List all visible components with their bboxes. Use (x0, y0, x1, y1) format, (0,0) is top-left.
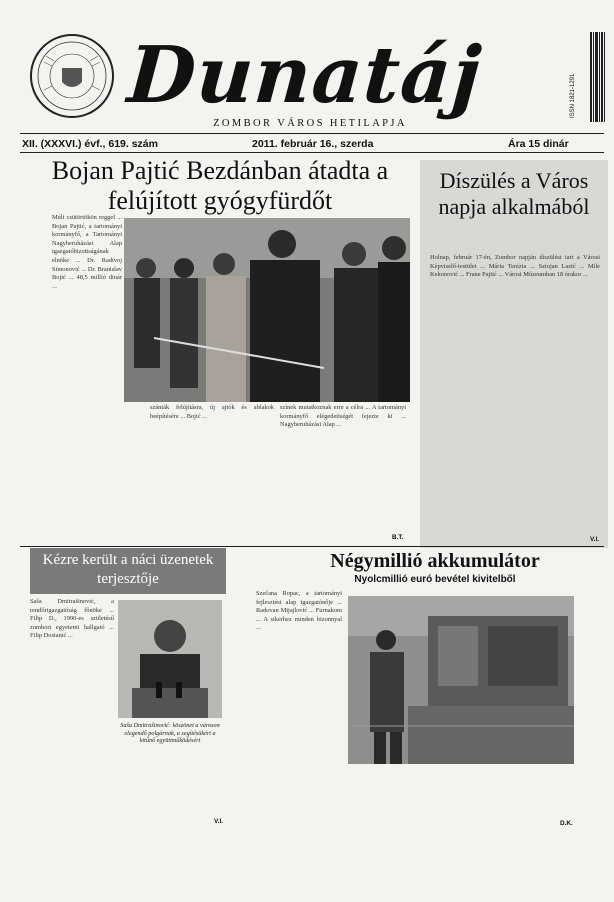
issue-date: 2011. február 16., szerda (252, 138, 374, 150)
bottom-left-headline: Kézre került a náci üzenetek terjesztője (42, 552, 214, 587)
sidebar-signature: V.I. (590, 536, 600, 543)
masthead-subtitle: ZOMBOR VÁROS HETILAPJA (213, 118, 407, 129)
bottom-right-headline: Négymillió akkumulátor (330, 550, 540, 572)
main-article-signature: B.T. (392, 534, 404, 541)
sidebar-headline: Díszülés a Város napja alkalmából (438, 168, 590, 219)
factory-photo (348, 596, 574, 764)
issue-number: XII. (XXXVI.) évf., 619. szám (22, 138, 158, 150)
issn-label: ISSN 1821-1291 (570, 73, 576, 118)
bottom-left-caption: Saša Dmitrašinović: köszönet a városon elegendő polgárnak, a segítésükért a kitűnő együttműködésért (120, 722, 220, 745)
masthead-title: Dunatáj (124, 30, 485, 121)
masthead-rule (20, 133, 604, 134)
main-article-col1: Múlt csütörtökön reggel ... Bojan Pajtić, a tartományi kormányfő, a Tartományi Nagyberuházási Alap igazgatóbizottságának elnöke ... Dr. Radivoj Simonović ... Dr. Branislav Bojić ... 48,5 millió dinár ... (52, 214, 122, 290)
bottom-left-body: Saša Dmitrašinović, a rendőrigazgatóság főnöke ... Filip D., 1990-es születésű zombori egyetemi hallgató ... Filip Dostanić ... (30, 598, 114, 640)
barcode-icon (566, 30, 606, 124)
city-seal-icon (30, 34, 114, 118)
sidebar-body: Holnap, február 17-én, Zombor napján díszülést tart a Városi Képviselő-testület ... Mária Terézia ... Sztojan Lazić ... Mile Kekonović ... Frane Pajtić ... Városi Múzeumban 18 órakor ... (430, 254, 600, 279)
main-article-photo (124, 218, 410, 402)
bottom-left-signature: V.I. (214, 818, 224, 825)
header-rule (20, 152, 604, 153)
main-article-col2: szánták felújításra, új ajtók és ablakok beépítésére ... Bojić ... (150, 404, 274, 420)
main-article-col3: színek mutatkoznak erre a célra ... A tartományi kormányfő elégedettségét fejezte ki ... Nagyberuházási Alap ... (280, 404, 406, 429)
bottom-right-body: Szečana Ropac, a tartományi fejlesztési alap igazgatónője ... Radovan Mijajlović ... Furnakom ... A sikerhez minden bizonnyal ... (256, 590, 342, 632)
bottom-right-signature: D.K. (560, 820, 573, 827)
bottom-left-photo (118, 600, 222, 718)
section-rule (20, 546, 604, 547)
main-headline: Bojan Pajtić Bezdánban átadta a felújított gyógyfürdőt (51, 156, 389, 215)
bottom-right-subheadline: Nyolcmillió euró bevétel kivitelből (354, 574, 516, 585)
issue-price: Ára 15 dinár (508, 138, 569, 150)
